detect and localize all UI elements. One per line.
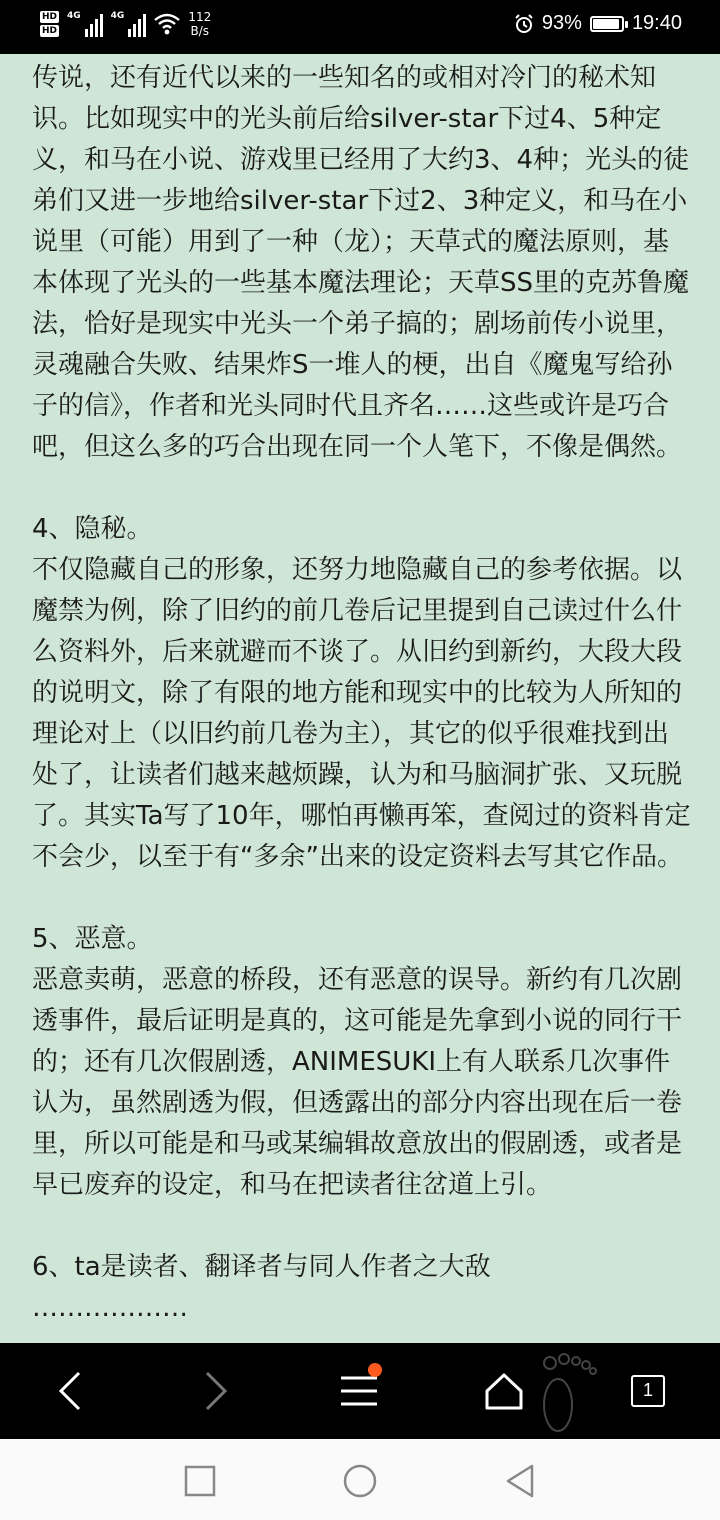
back-triangle-icon (502, 1463, 538, 1499)
tabs-icon: 1 (631, 1375, 665, 1407)
hd-indicators (40, 11, 59, 37)
network-speed-unit: B/s (190, 24, 210, 38)
system-back-button[interactable] (502, 1463, 538, 1499)
article-paragraph: 传说，还有近代以来的一些知名的或相对冷门的秘术知识。比如现实中的光头前后给silver-star下过4、5种定义，和马在小说、游戏里已经用了大约3、4种；光头的徒弟们又进一步地给silver-star下过2、3种定义，和马在小说里（可能）用到了一种（龙）；天草式的魔法原则，基本体现了光头的一些基本魔法理论；天草SS里的克苏鲁魔法，恰好是现实中光头一个弟子搞的；剧场前传小说里，灵魂融合失败、结果炸S一堆人的梗，出自《魔鬼写给孙子的信》，作者和光头同时代且齐名……这些或许是巧合吧，但这么多的巧合出现在同一个人笔下，不像是偶然。 (32, 63, 690, 462)
home-icon (484, 1372, 524, 1410)
menu-icon (339, 1373, 381, 1409)
status-left (40, 10, 211, 38)
home-circle-icon (342, 1463, 378, 1499)
system-home-button[interactable] (342, 1463, 378, 1499)
recent-apps-button[interactable] (182, 1463, 218, 1499)
browser-toolbar (0, 1343, 720, 1439)
status-bar (0, 0, 720, 54)
home-button[interactable] (474, 1363, 534, 1419)
section-heading: 5、恶意。 (32, 924, 153, 954)
section-heading: 6、ta是读者、翻译者与同人作者之大敌 (32, 1252, 491, 1282)
signal-icon (67, 11, 103, 37)
signal-icon (111, 11, 147, 37)
recent-apps-icon (182, 1463, 218, 1499)
article-paragraph: 恶意卖萌，恶意的桥段，还有恶意的误导。新约有几次剧透事件，最后证明是真的，这可能是先拿到小说的同行干的；还有几次假剧透，ANIMESUKI上有人联系几次事件认为，虽然剧透为假，但透露出的部分内容出现在后一卷里，所以可能是和马或某编辑故意放出的假剧透，或者是早已废弃的设定，和马在把读者往岔道上引。 (32, 965, 683, 1200)
hd-badge: HD (42, 12, 58, 22)
forward-icon (201, 1369, 231, 1413)
notification-dot (368, 1363, 382, 1377)
hd-badge: HD (42, 26, 58, 36)
back-icon (55, 1369, 85, 1413)
ellipsis-text: ……………… (32, 1293, 188, 1323)
wifi-icon (154, 13, 180, 35)
network-type-label: 4G (110, 11, 125, 21)
alarm-icon (514, 14, 534, 34)
section-heading: 4、隐秘。 (32, 514, 153, 544)
network-type-label: 4G (67, 11, 81, 21)
network-speed (188, 10, 211, 38)
status-right (514, 12, 682, 35)
system-navigation-bar (0, 1439, 720, 1520)
forward-button[interactable] (186, 1363, 246, 1419)
battery-fill (593, 19, 619, 29)
battery-percent: 93% (541, 12, 582, 34)
battery-icon (590, 16, 624, 32)
network-speed-value: 112 (188, 10, 212, 24)
back-button[interactable] (40, 1363, 100, 1419)
tabs-button[interactable] (618, 1363, 678, 1419)
article-body (32, 58, 692, 1329)
footprint-watermark-icon (530, 1349, 602, 1435)
clock: 19:40 (631, 12, 682, 34)
menu-button[interactable] (330, 1363, 390, 1419)
article-paragraph: 不仅隐藏自己的形象，还努力地隐藏自己的参考依据。以魔禁为例，除了旧约的前几卷后记里提到自己读过什么什么资料外，后来就避而不谈了。从旧约到新约，大段大段的说明文，除了有限的地方能和现实中的比较为人所知的理论对上（以旧约前几卷为主），其它的似乎很难找到出处了，让读者们越来越烦躁，认为和马脑洞扩张、又玩脱了。其实Ta写了10年，哪怕再懒再笨，查阅过的资料肯定不会少，以至于有“多余”出来的设定资料去写其它作品。 (32, 555, 691, 872)
